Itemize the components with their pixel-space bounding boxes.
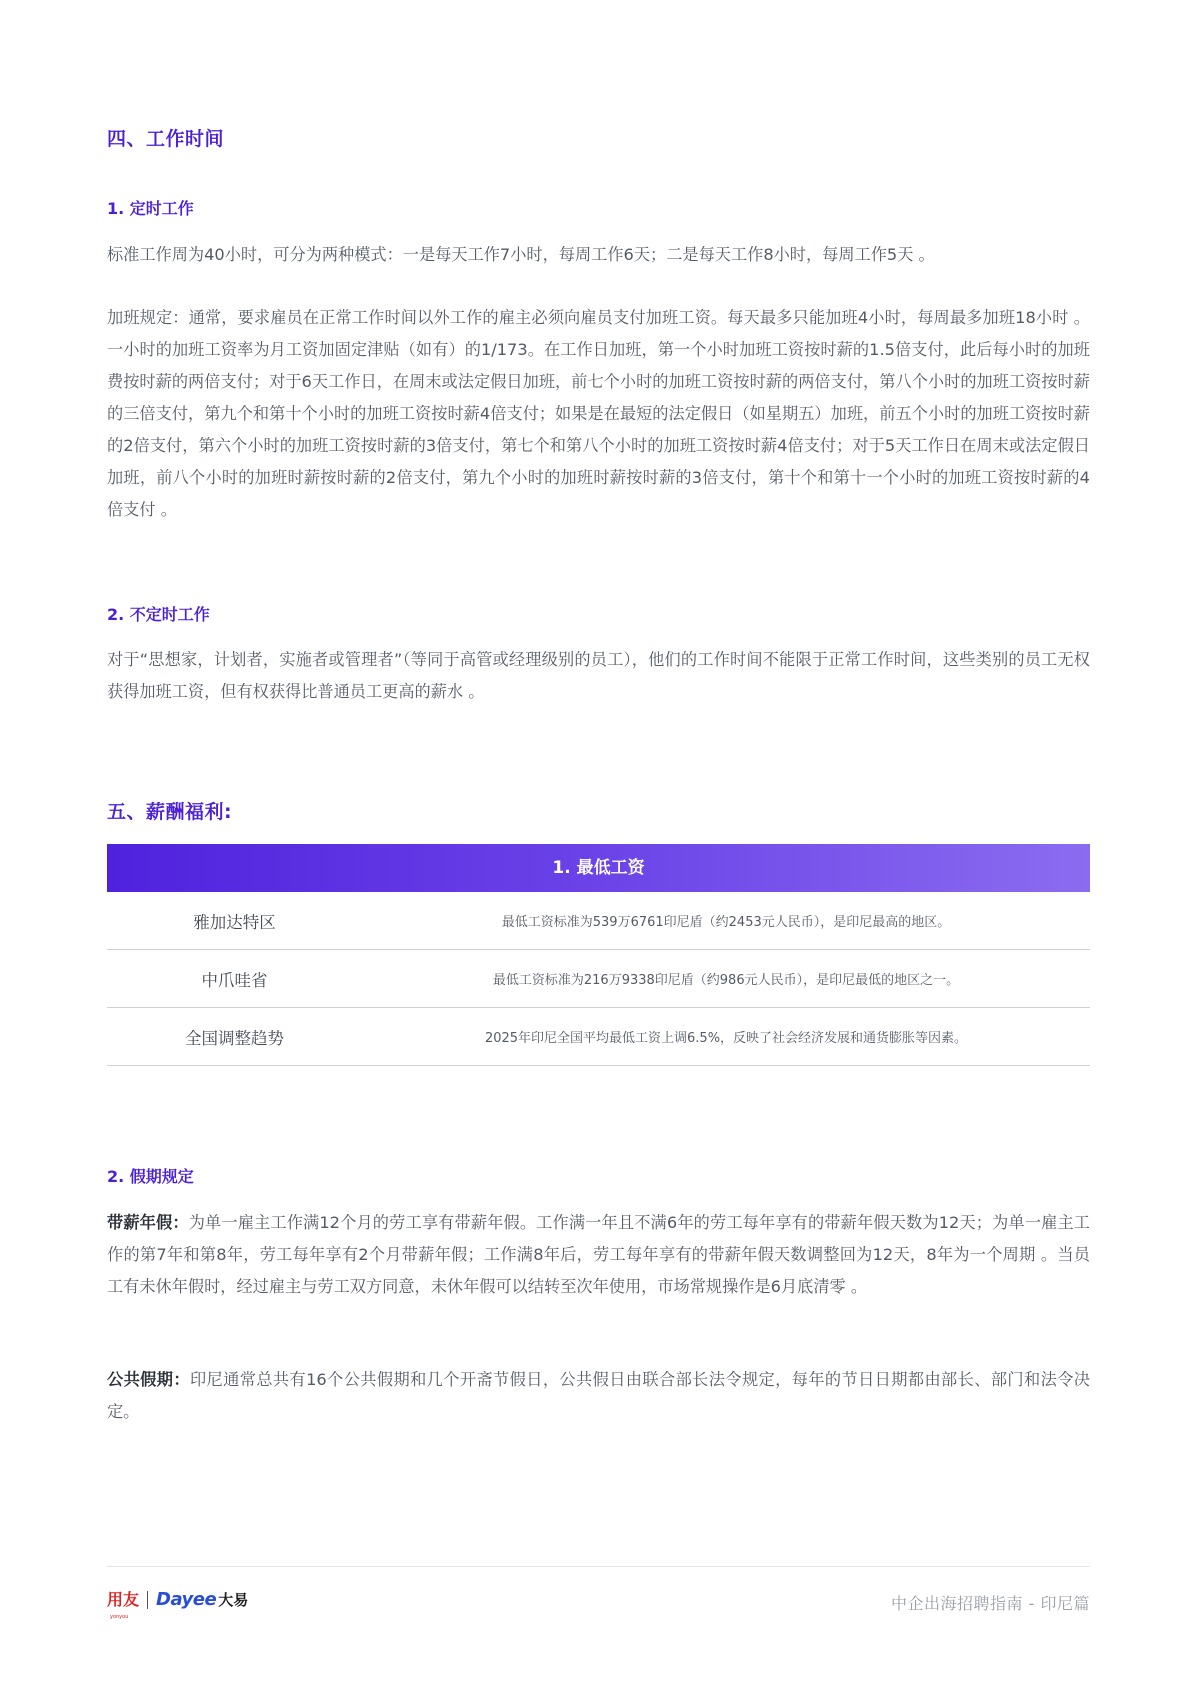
footer-divider xyxy=(107,1566,1090,1567)
table-row xyxy=(107,892,1090,950)
subsection-title-flexible-hours: 2. 不定时工作 xyxy=(107,605,210,624)
section-title-compensation: 五、薪酬福利: xyxy=(107,801,233,823)
dayee-logo: Dayee xyxy=(156,1589,217,1610)
footer-title: 中企出海招聘指南 - 印尼篇 xyxy=(891,1594,1090,1613)
paragraph-flexible-hours: 对于“思想家，计划者，实施者或管理者”（等同于高管或经理级别的员工），他们的工作时间不能限于正常工作时间，这些类别的员工无权获得加班工资，但有权获得比普通员工更高的薪水 。 xyxy=(107,650,1090,701)
subsection-title-fixed-hours: 1. 定时工作 xyxy=(107,199,194,218)
brand-logo xyxy=(107,1589,249,1620)
subsection-title-leave: 2. 假期规定 xyxy=(107,1167,194,1186)
minimum-wage-table xyxy=(107,844,1090,1066)
table-cell-desc: 最低工资标准为216万9338印尼盾（约986元人民币），是印尼最低的地区之一。 xyxy=(492,973,960,988)
table-header: 1. 最低工资 xyxy=(107,844,1090,892)
paragraph-standard-week: 标准工作周为40小时，可分为两种模式：一是每天工作7小时，每周工作6天；二是每天工作8小时，每周工作5天 。 xyxy=(107,245,935,264)
public-holiday-text: 印尼通常总共有16个公共假期和几个开斋节假日，公共假日由联合部长法令规定，每年的节日日期都由部长、部门和法令决定。 xyxy=(107,1370,1090,1421)
public-holiday-label: 公共假期： xyxy=(107,1370,190,1389)
section-title-work-hours: 四、工作时间 xyxy=(107,128,225,150)
logo-separator xyxy=(147,1591,148,1609)
paragraph-public-holidays xyxy=(107,1364,1090,1428)
table-row xyxy=(107,950,1090,1008)
table-row xyxy=(107,1008,1090,1066)
table-cell-desc: 2025年印尼全国平均最低工资上调6.5%，反映了社会经济发展和通货膨胀等因素。 xyxy=(484,1031,968,1046)
paragraph-overtime-rules: 加班规定：通常，要求雇员在正常工作时间以外工作的雇主必须向雇员支付加班工资。每天最多只能加班4小时，每周最多加班18小时 。一小时的加班工资率为月工资加固定津贴（如有）的1/173。在工作日加班，第一个小时加班工资按时薪的1.5倍支付，此后每小时的加班费按时薪的两倍支付；对于6天工作日，在周末或法定假日加班，前七个小时的加班工资按时薪的两倍支付，第八个小时的加班工资按时薪的三倍支付，第九个和第十个小时的加班工资按时薪4倍支付；如果是在最短的法定假日（如星期五）加班，前五个小时的加班工资按时薪的2倍支付，第六个小时的加班工资按时薪的3倍支付，第七个和第八个小时的加班工资按时薪4倍支付；对于5天工作日在周末或法定假日加班，前八个小时的加班时薪按时薪的2倍支付，第九个小时的加班时薪按时薪的3倍支付，第十个和第十一个小时的加班工资按时薪的4倍支付 。 xyxy=(107,308,1090,519)
paid-leave-label: 带薪年假： xyxy=(107,1213,189,1232)
table-cell-desc: 最低工资标准为539万6761印尼盾（约2453元人民币），是印尼最高的地区。 xyxy=(501,915,951,930)
yonyou-logo: 用友 yonyou xyxy=(107,1589,140,1620)
table-cell-region: 雅加达特区 xyxy=(193,912,276,932)
table-cell-region: 中爪哇省 xyxy=(201,970,268,990)
paragraph-paid-leave xyxy=(107,1207,1090,1303)
table-cell-region: 全国调整趋势 xyxy=(185,1028,284,1048)
dayee-cn-logo: 大易 xyxy=(218,1591,249,1609)
paid-leave-text: 为单一雇主工作满12个月的劳工享有带薪年假。工作满一年且不满6年的劳工每年享有的带薪年假天数为12天；为单一雇主工作的第7年和第8年，劳工每年享有2个月带薪年假；工作满8年后，劳工每年享有的带薪年假天数调整回为12天，8年为一个周期 。当员工有未休年假时，经过雇主与劳工双方同意，未休年假可以结转至次年使用，市场常规操作是6月底清零 。 xyxy=(107,1213,1090,1296)
